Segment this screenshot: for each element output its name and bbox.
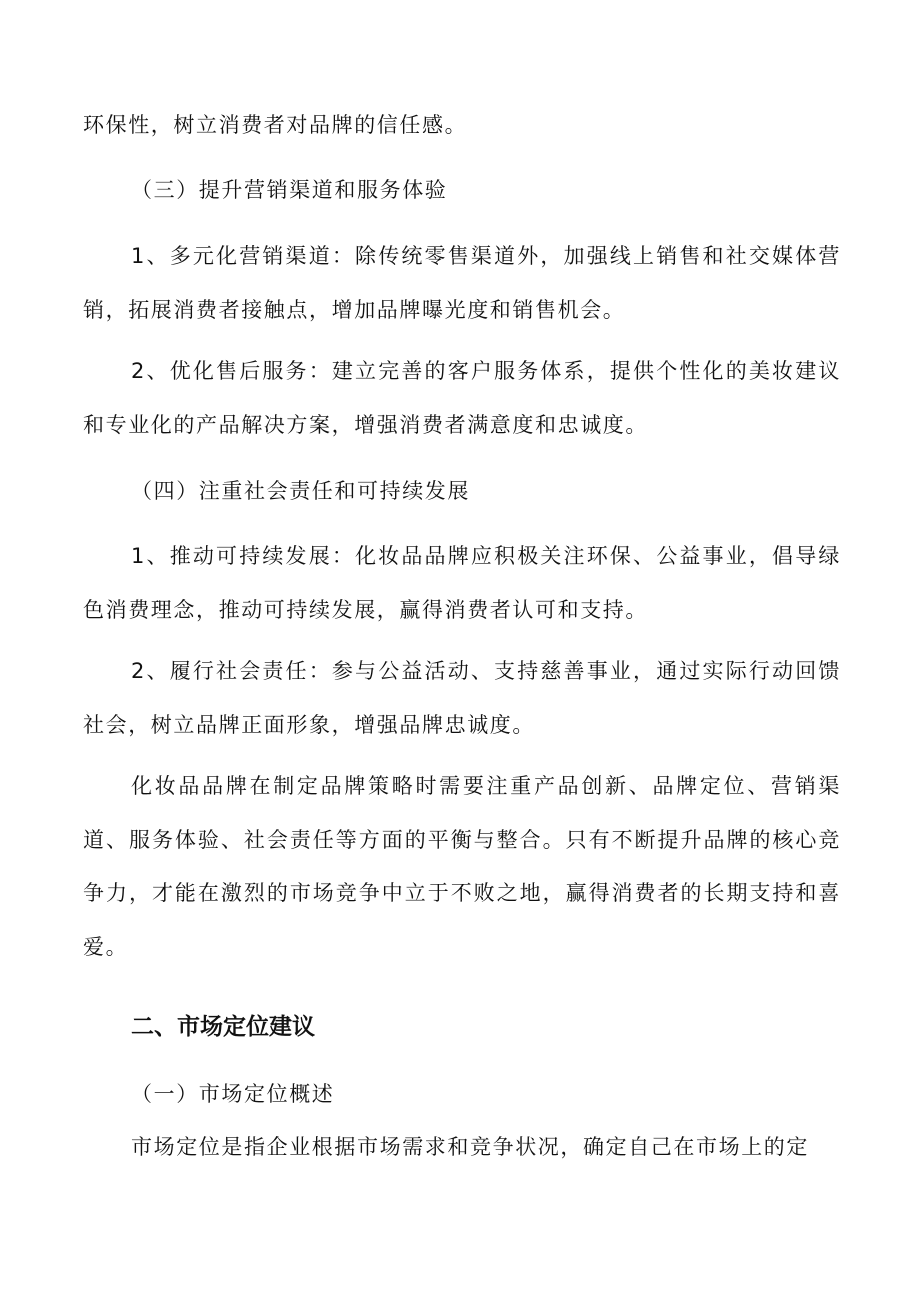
paragraph-sustainability: 1、推动可持续发展：化妆品品牌应积极关注环保、公益事业，倡导绿色消费理念，推动可持续发展，赢得消费者认可和支持。 (83, 544, 841, 622)
paragraph-after-sales: 2、优化售后服务：建立完善的客户服务体系，提供个性化的美妆建议和专业化的产品解决方案，增强消费者满意度和忠诚度。 (83, 359, 841, 437)
section-heading-market-positioning: 二、市场定位建议 (131, 1014, 315, 1040)
subheading-social-responsibility: （四）注重社会责任和可持续发展 (131, 479, 470, 503)
paragraph-summary: 化妆品品牌在制定品牌策略时需要注重产品创新、品牌定位、营销渠道、服务体验、社会责任等方面的平衡与整合。只有不断提升品牌的核心竞争力，才能在激烈的市场竞争中立于不败之地，赢得消费者的长期支持和喜爱。 (83, 774, 841, 959)
subheading-positioning-overview: （一）市场定位概述 (131, 1082, 335, 1106)
subheading-marketing-channels: （三）提升营销渠道和服务体验 (131, 178, 448, 202)
paragraph-positioning-definition: 市场定位是指企业根据市场需求和竞争状况，确定自己在市场上的定 (131, 1135, 809, 1159)
paragraph-trust: 环保性，树立消费者对品牌的信任感。 (83, 113, 468, 137)
paragraph-diversified-channels: 1、多元化营销渠道：除传统零售渠道外，加强线上销售和社交媒体营销，拓展消费者接触点，增加品牌曝光度和销售机会。 (83, 244, 841, 322)
paragraph-social-duty: 2、履行社会责任：参与公益活动、支持慈善事业，通过实际行动回馈社会，树立品牌正面形象，增强品牌忠诚度。 (83, 659, 841, 737)
